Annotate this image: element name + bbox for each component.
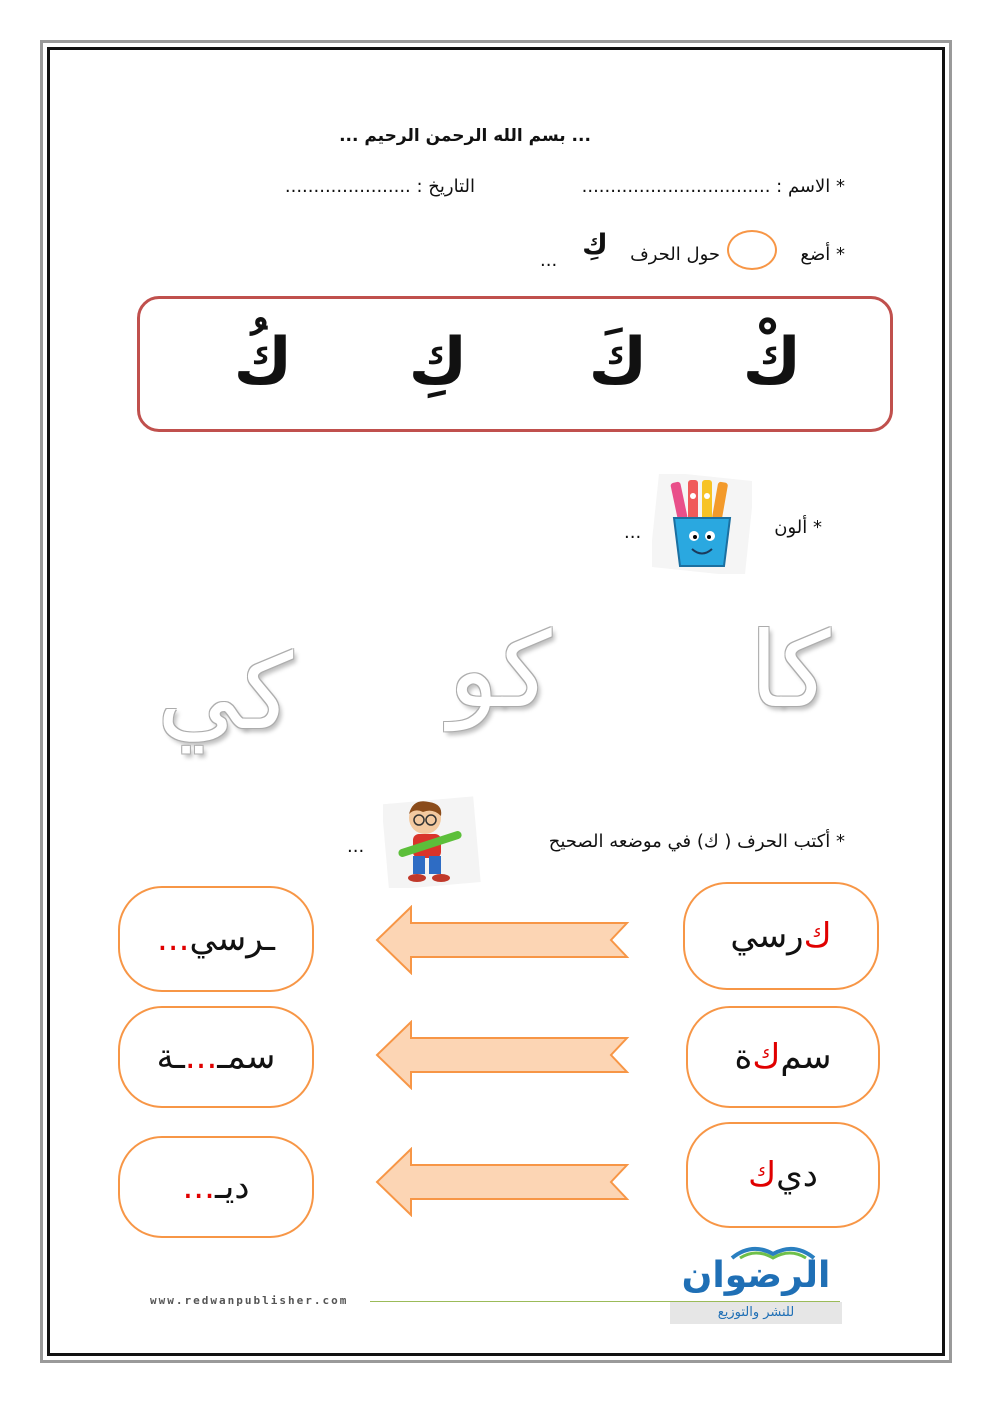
target-letter: كِ <box>582 228 608 261</box>
highlight-letter: ك <box>752 1037 781 1077</box>
logo-name: الرضوان <box>681 1255 831 1296</box>
blank-post: ـة <box>156 1037 185 1077</box>
word-pre: سم <box>780 1037 832 1077</box>
blank-dots[interactable]: ... <box>182 1167 215 1207</box>
highlight-letter: ك <box>748 1155 777 1195</box>
outline-syllable-ka[interactable]: كا <box>749 609 831 731</box>
blank-pill-kursi[interactable] <box>118 886 314 992</box>
outline-syllable-ki[interactable]: كي <box>156 631 294 753</box>
letter-kasra[interactable]: كِ <box>408 325 468 399</box>
arrow-left-icon <box>375 905 630 975</box>
date-field: التاريخ : ...................... <box>284 176 475 197</box>
basmala: ... بسم الله الرحمن الرحيم ... <box>339 126 591 146</box>
word-pill-samaka <box>686 1006 880 1108</box>
blank-pre: ديـ <box>214 1167 250 1207</box>
blank-pill-deek[interactable] <box>118 1136 314 1238</box>
word-pill-kursi <box>683 882 879 990</box>
section2-ellipsis: ... <box>624 522 642 543</box>
word-rest: رسي <box>730 916 804 956</box>
blank-rest: ـرسي <box>189 919 275 959</box>
section1-ellipsis: ... <box>540 250 558 271</box>
section1-instruction-start: * أضع <box>800 244 845 265</box>
word-post: ة <box>734 1037 753 1077</box>
word-pill-deek <box>686 1122 880 1228</box>
outline-syllable-ku[interactable]: كو <box>448 609 552 731</box>
word-pre: دي <box>776 1155 818 1195</box>
section2-instruction: * ألون <box>774 517 822 538</box>
blank-dots[interactable]: ... <box>157 919 190 959</box>
section3-ellipsis: ... <box>347 836 365 857</box>
highlight-letter: ك <box>803 916 832 956</box>
arrow-left-icon <box>375 1020 630 1090</box>
blank-dots[interactable]: ... <box>184 1037 218 1077</box>
section3-instruction: * أكتب الحرف ( ك) في موضعه الصحيح <box>548 831 845 852</box>
section1-instruction-mid: حول الحرف <box>630 244 720 265</box>
publisher-url[interactable]: www.redwanpublisher.com <box>150 1294 349 1307</box>
arrow-left-icon <box>375 1147 630 1217</box>
letter-damma[interactable]: كُ <box>233 325 293 399</box>
name-field: * الاسم : ................................. <box>581 176 845 197</box>
blank-pill-samaka[interactable] <box>118 1006 314 1108</box>
pencil-cup-icon <box>652 474 752 574</box>
circle-icon <box>727 230 777 270</box>
logo-subtitle: للنشر والتوزيع <box>670 1302 842 1324</box>
letter-sukun[interactable]: كْ <box>742 325 802 399</box>
publisher-logo <box>670 1236 842 1324</box>
letter-fatha[interactable]: كَ <box>588 325 648 399</box>
blank-pre: سمـ <box>217 1037 276 1077</box>
boy-with-pencil-icon <box>383 796 483 888</box>
